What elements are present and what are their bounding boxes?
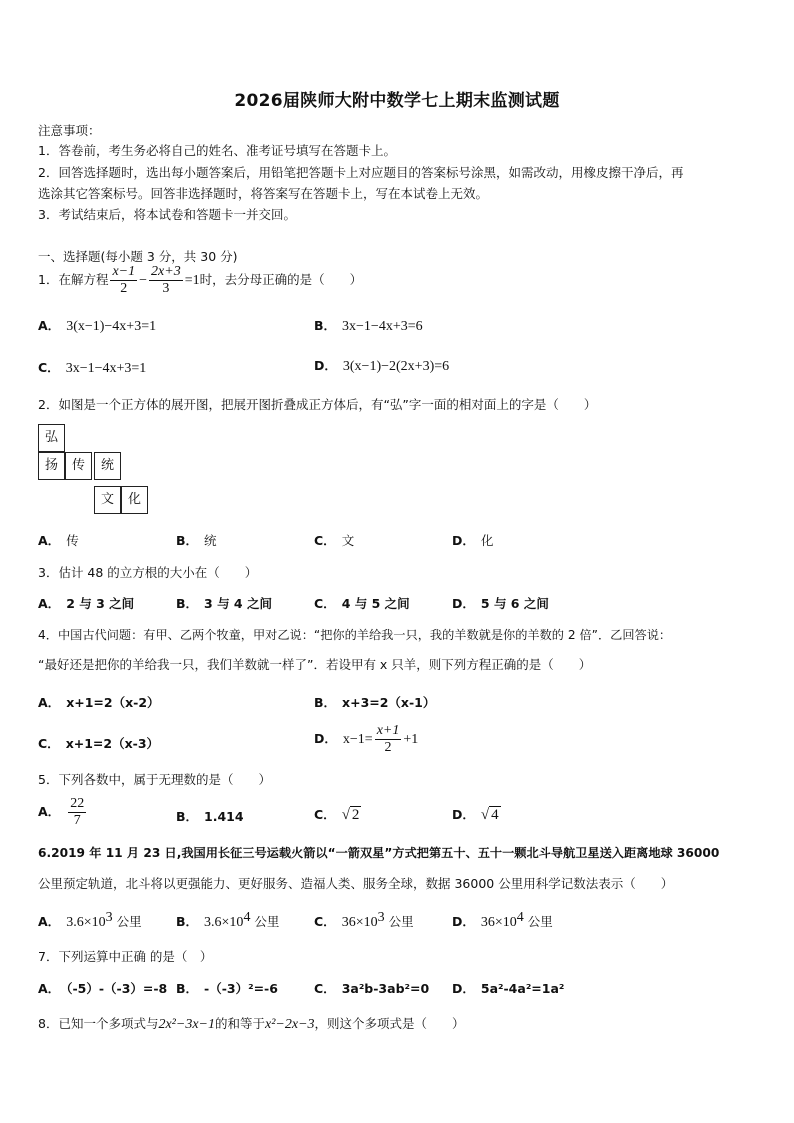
q2-option-d-text: 化 (480, 533, 494, 548)
q2-option-b-label: B． (176, 533, 199, 548)
cube-net-figure (38, 424, 150, 518)
q1-option-b-label: B． (314, 318, 337, 333)
q2-option-b[interactable] (176, 531, 217, 549)
q5-a-den: 7 (73, 813, 81, 828)
q7-option-d[interactable] (452, 979, 564, 997)
q5-c-sqrt: √ 2 (341, 807, 360, 823)
q1-prefix: 1．在解方程 (38, 272, 109, 287)
q6-option-d-label: D． (452, 914, 475, 930)
q6-option-d-exp: 4 (516, 910, 524, 925)
q4-d-left: x−1= (342, 732, 373, 747)
question-1-stem (38, 264, 362, 297)
q7-option-b-text: -（-3）²=-6 (204, 981, 278, 996)
q3-option-b-text: 3 与 4 之间 (204, 596, 272, 611)
notice-heading: 注意事项： (38, 123, 101, 138)
cube-face-hua: 化 (121, 486, 148, 514)
question-4-stem-2: “最好还是把你的羊给我一只，我们羊数就一样了”．若设甲有 x 只羊，则下列方程正确的是（ ） (38, 657, 592, 672)
section-heading: 一、选择题(每小题 3 分，共 30 分) (38, 249, 238, 264)
q5-option-c-label: C． (314, 807, 336, 822)
cube-face-yang: 扬 (38, 452, 65, 480)
q3-option-b[interactable] (176, 594, 272, 612)
q6-option-d[interactable] (452, 910, 553, 931)
q8-expr-2: x²−2x−3 (265, 1017, 315, 1032)
q1-option-c-label: C． (38, 360, 60, 375)
q3-option-d[interactable] (452, 594, 549, 612)
q5-option-b[interactable] (176, 807, 244, 825)
q5-option-a[interactable] (38, 796, 88, 829)
question-5-stem: 5．下列各数中，属于无理数的是（ ） (38, 772, 271, 787)
question-4-stem-1: 4．中国古代问题：有甲、乙两个牧童，甲对乙说：“把你的羊给我一只，我的羊数就是你的羊数的 2 倍”．乙回答说： (38, 628, 672, 642)
q1-option-b-text: 3x−1−4x+3=6 (342, 319, 423, 334)
q4-option-a-text: x+1=2（x-2） (66, 695, 160, 710)
q6-option-a-unit: 公里 (116, 914, 142, 930)
q5-a-fraction (68, 796, 86, 829)
q3-option-c-label: C． (314, 596, 336, 611)
q2-option-c-label: C． (314, 533, 336, 548)
q5-d-radicand: 4 (491, 807, 499, 823)
q7-option-d-text: 5a²-4a²=1a² (480, 981, 565, 996)
q8-expr-1: 2x²−3x−1 (158, 1017, 215, 1032)
q5-a-num: 22 (70, 796, 85, 811)
q4-option-d-label: D． (314, 731, 337, 746)
q4-option-b-text: x+3=2（x-1） (342, 695, 436, 710)
q7-option-c[interactable] (314, 979, 429, 997)
q2-option-a-text: 传 (66, 533, 79, 548)
cube-face-hong: 弘 (38, 424, 65, 452)
question-7-stem: 7．下列运算中正确 的是（ ） (38, 949, 213, 964)
q5-c-radicand: 2 (351, 807, 360, 823)
q4-option-b[interactable] (314, 693, 435, 711)
q6-option-d-coef: 36×10 (480, 915, 517, 931)
q7-option-b[interactable] (176, 979, 278, 997)
q1-option-d[interactable] (314, 356, 449, 375)
q1-fraction-2 (149, 264, 183, 297)
q7-option-b-label: B． (176, 981, 199, 996)
q6-option-c-label: C． (314, 914, 336, 930)
q1-frac1-num: x−1 (112, 264, 136, 279)
q4-option-a-label: A． (38, 695, 61, 710)
q7-option-c-text: 3a²b-3ab²=0 (341, 981, 430, 996)
q2-option-a-label: A． (38, 533, 61, 548)
question-8-stem (38, 1014, 465, 1033)
q1-option-a-label: A． (38, 318, 61, 333)
q1-option-c-text: 3x−1−4x+3=1 (65, 361, 147, 376)
question-6-stem-1: 6.2019 年 11 月 23 日,我国用长征三号运载火箭以“一箭双星”方式把第五十、五十一颗北斗导航卫星送入距离地球 36000 (38, 846, 720, 860)
q7-option-a-text: （-5）-（-3）=-8 (66, 981, 168, 996)
question-2-stem: 2．如图是一个正方体的展开图，把展开图折叠成正方体后，有“弘”字一面的相对面上的字是（ ） (38, 397, 597, 412)
q6-option-b-unit: 公里 (254, 914, 280, 930)
q1-eq-rest: =1 (184, 273, 200, 288)
q8-mid: 的和等于 (215, 1016, 266, 1031)
q1-suffix: 时，去分母正确的是（ ） (199, 272, 363, 287)
q1-minus: − (139, 273, 148, 288)
q6-option-c[interactable] (314, 910, 414, 931)
q1-option-b[interactable] (314, 316, 423, 335)
cube-face-chuan: 传 (65, 452, 92, 480)
q4-option-c-text: x+1=2（x-3） (65, 736, 160, 751)
q5-option-b-label: B． (176, 809, 199, 824)
q6-option-c-coef: 36×10 (341, 915, 378, 931)
question-3-stem: 3．估计 48 的立方根的大小在（ ） (38, 565, 258, 580)
page-title: 2026届陕师大附中数学七上期末监测试题 (234, 91, 560, 111)
question-6-stem-2: 公里预定轨道，北斗将以更强能力、更好服务、造福人类、服务全球，数据 36000 公里用科学记数法表示（ ） (38, 876, 674, 891)
q3-option-c[interactable] (314, 594, 410, 612)
q1-fraction-1 (110, 264, 137, 297)
q6-option-c-exp: 3 (377, 910, 385, 925)
q4-d-fraction (375, 723, 402, 756)
q6-option-a[interactable] (38, 910, 142, 931)
q1-frac2-num: 2x+3 (151, 264, 181, 279)
q6-option-b-exp: 4 (243, 910, 251, 925)
q1-frac1-den: 2 (120, 281, 128, 296)
q4-option-c[interactable] (38, 734, 159, 752)
notice-item-1: 1．答卷前，考生务必将自己的姓名、准考证号填写在答题卡上。 (38, 143, 396, 158)
q5-option-b-text: 1.414 (204, 809, 244, 824)
q6-option-b-label: B． (176, 914, 199, 930)
q6-option-b[interactable] (176, 910, 279, 931)
q4-d-frac-num: x+1 (376, 723, 400, 738)
q4-option-a[interactable] (38, 693, 160, 711)
q6-option-d-unit: 公里 (527, 914, 553, 930)
q7-option-a-label: A． (38, 981, 61, 996)
q1-option-c[interactable] (38, 358, 146, 377)
q3-option-b-label: B． (176, 596, 199, 611)
q3-option-c-text: 4 与 5 之间 (341, 596, 410, 611)
q4-d-right: +1 (403, 732, 419, 747)
q2-option-d-label: D． (452, 533, 475, 548)
q1-frac2-den: 3 (162, 281, 170, 296)
q1-option-a[interactable] (38, 316, 156, 335)
q1-option-d-label: D． (314, 358, 337, 373)
notice-item-2: 2．回答选择题时，选出每小题答案后，用铅笔把答题卡上对应题目的答案标号涂黑，如需改动，用橡皮擦干净后，再 (38, 165, 684, 180)
q5-option-d[interactable] (452, 805, 501, 824)
q5-d-sqrt: √ 4 (480, 807, 499, 823)
cube-face-wen: 文 (94, 486, 121, 514)
q5-option-d-label: D． (452, 807, 475, 822)
q4-option-d[interactable] (314, 723, 418, 756)
q7-option-d-label: D． (452, 981, 475, 996)
q2-option-b-text: 统 (204, 533, 217, 548)
q7-option-a[interactable] (38, 979, 167, 997)
q2-option-c[interactable] (314, 531, 354, 549)
cube-face-tong: 统 (94, 452, 121, 480)
q6-option-b-coef: 3.6×10 (204, 915, 244, 931)
q2-option-c-text: 文 (341, 533, 355, 548)
q5-option-c[interactable] (314, 805, 361, 824)
q1-option-a-text: 3(x−1)−4x+3=1 (66, 319, 157, 334)
q3-option-d-text: 5 与 6 之间 (480, 596, 549, 611)
q8-suffix: ，则这个多项式是（ ） (314, 1016, 465, 1031)
q3-option-a-text: 2 与 3 之间 (66, 596, 135, 611)
q3-option-d-label: D． (452, 596, 475, 611)
q6-option-c-unit: 公里 (388, 914, 414, 930)
q6-option-a-exp: 3 (105, 910, 113, 925)
q4-d-frac-den: 2 (384, 740, 392, 755)
q6-option-a-label: A． (38, 914, 61, 930)
notice-item-3: 3．考试结束后，将本试卷和答题卡一并交回。 (38, 207, 296, 222)
q2-option-a[interactable] (38, 531, 79, 549)
q3-option-a-label: A． (38, 596, 61, 611)
q5-option-a-label: A． (38, 804, 61, 819)
q2-option-d[interactable] (452, 531, 493, 549)
notice-item-2-cont: 选涂其它答案标号。回答非选择题时，将答案写在答题卡上，写在本试卷上无效。 (38, 186, 489, 201)
q7-option-c-label: C． (314, 981, 336, 996)
q4-option-b-label: B． (314, 695, 337, 710)
q8-prefix: 8．已知一个多项式与 (38, 1016, 159, 1031)
q6-option-a-coef: 3.6×10 (66, 915, 106, 931)
q4-option-c-label: C． (38, 736, 60, 751)
q3-option-a[interactable] (38, 594, 134, 612)
q1-option-d-text: 3(x−1)−2(2x+3)=6 (342, 359, 450, 374)
